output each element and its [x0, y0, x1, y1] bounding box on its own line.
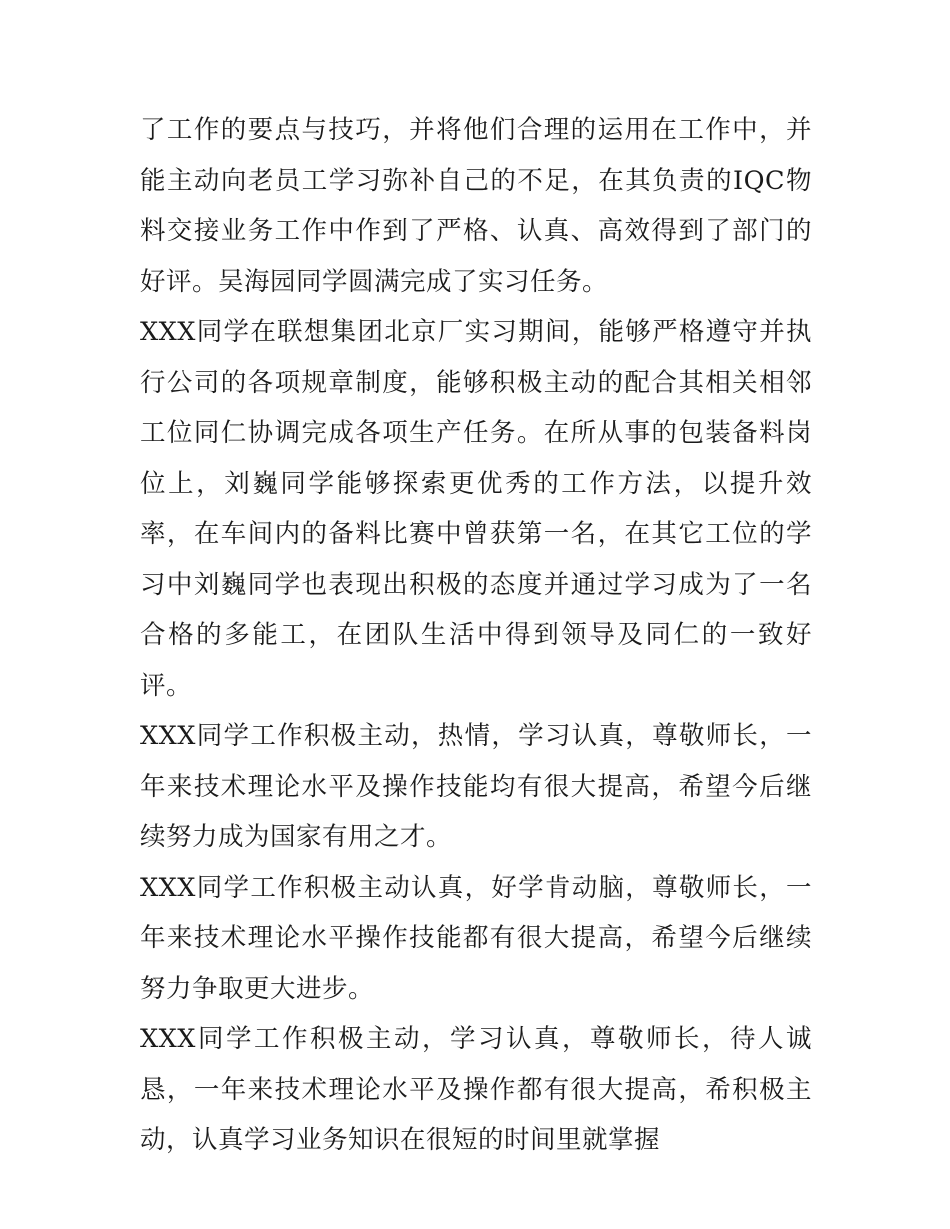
paragraph-3: XXX同学工作积极主动，热情，学习认真，尊敬师长，一年来技术理论水平及操作技能均有很大提高，希望今后继续努力成为国家有用之才。 — [140, 721, 812, 852]
paragraph-4: XXX同学工作积极主动认真，好学肯动脑，尊敬师长，一年来技术理论水平操作技能都有很大提高，希望今后继续努力争取更大进步。 — [140, 872, 812, 1004]
paragraph-1: 了工作的要点与技巧，并将他们合理的运用在工作中，并能主动向老员工学习弥补自己的不足，在其负责的IQC物料交接业务工作中作到了严格、认真、高效得到了部门的好评。吴海园同学圆满完成了实习任务。 — [140, 115, 812, 297]
document-body — [140, 105, 812, 1166]
paragraph-5: XXX同学工作积极主动，学习认真，尊敬师长，待人诚恳，一年来技术理论水平及操作都有很大提高，希积极主动，认真学习业务知识在很短的时间里就掌握 — [140, 1024, 812, 1155]
paragraph-2: XXX同学在联想集团北京厂实习期间，能够严格遵守并执行公司的各项规章制度，能够积极主动的配合其相关相邻工位同仁协调完成各项生产任务。在所从事的包装备料岗位上，刘巍同学能够探索更优秀的工作方法，以提升效率，在车间内的备料比赛中曾获第一名，在其它工位的学习中刘巍同学也表现出积极的态度并通过学习成为了一名合格的多能工，在团队生活中得到领导及同仁的一致好评。 — [140, 317, 812, 701]
